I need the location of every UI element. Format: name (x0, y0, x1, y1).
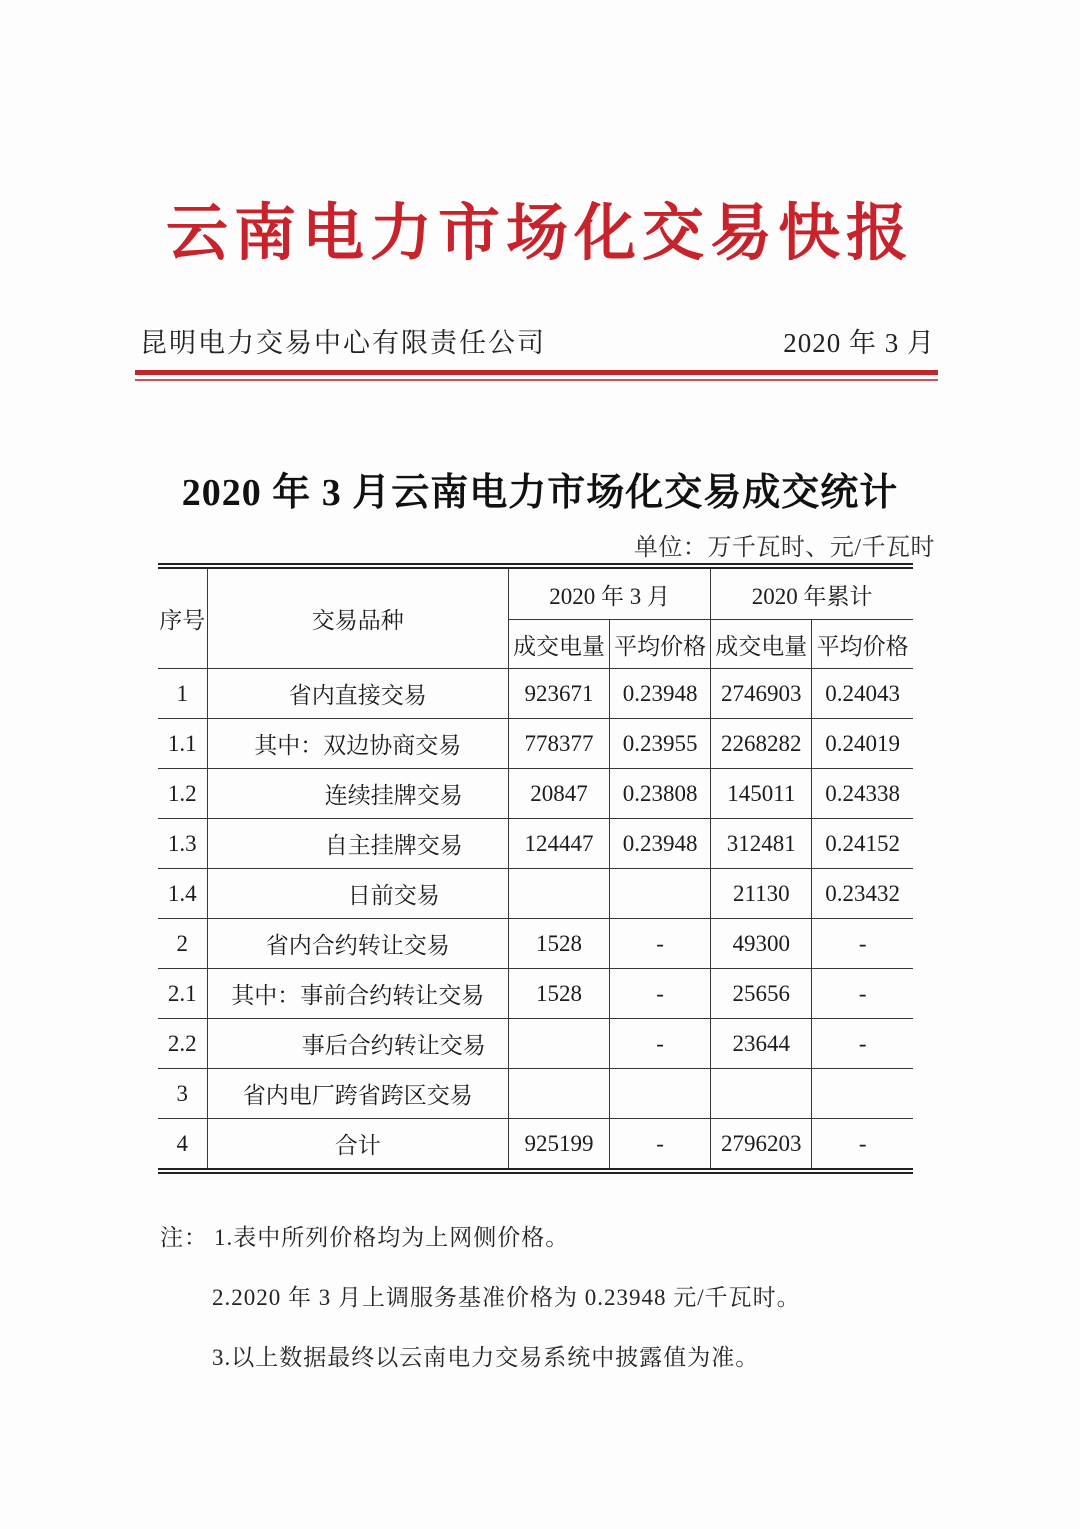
variety-cell: 连续挂牌交易 (207, 769, 508, 819)
ytd-volume-cell: 49300 (711, 919, 812, 969)
red-rule-divider (135, 370, 938, 381)
month-volume-cell: 923671 (508, 669, 609, 719)
ytd-volume-cell: 25656 (711, 969, 812, 1019)
table-row (158, 669, 913, 719)
report-title: 2020 年 3 月云南电力市场化交易成交统计 (181, 472, 899, 514)
seq-cell: 1.1 (158, 719, 207, 769)
note-line (160, 1339, 960, 1372)
variety-cell: 自主挂牌交易 (207, 819, 508, 869)
ytd-volume-cell: 23644 (711, 1019, 812, 1069)
notes-label: 注： (160, 1225, 208, 1250)
ytd-price-cell: 0.23432 (812, 869, 913, 919)
variety-cell: 省内电厂跨省跨区交易 (207, 1069, 508, 1119)
month-price-cell: 0.23808 (610, 769, 711, 819)
seq-cell: 1.4 (158, 869, 207, 919)
red-rule-thin-line (135, 379, 938, 381)
stats-table-wrap (158, 563, 913, 1174)
month-price-cell: - (610, 1019, 711, 1069)
table-row (158, 819, 913, 869)
variety-cell: 省内合约转让交易 (207, 919, 508, 969)
table-row (158, 1069, 913, 1119)
notes-section (160, 1219, 960, 1399)
ytd-volume-cell: 145011 (711, 769, 812, 819)
red-rule-thick-line (135, 370, 938, 375)
note-item: 3.以上数据最终以云南电力交易系统中披露值为准。 (212, 1345, 760, 1370)
table-row (158, 969, 913, 1019)
table-row (158, 869, 913, 919)
ytd-price-cell: - (812, 1119, 913, 1169)
ytd-price-cell: - (812, 1019, 913, 1069)
ytd-volume-cell: 21130 (711, 869, 812, 919)
byline (140, 321, 935, 360)
month-price-header: 平均价格 (610, 620, 711, 669)
col-seq-header: 序号 (158, 569, 207, 669)
month-volume-cell: 20847 (508, 769, 609, 819)
ytd-price-cell: - (812, 919, 913, 969)
ytd-price-header: 平均价格 (812, 620, 913, 669)
seq-cell: 3 (158, 1069, 207, 1119)
month-price-cell: - (610, 1119, 711, 1169)
month-volume-cell: 1528 (508, 969, 609, 1019)
table-row (158, 1019, 913, 1069)
ytd-price-cell (812, 1069, 913, 1119)
ytd-price-cell: 0.24043 (812, 669, 913, 719)
month-volume-cell: 1528 (508, 919, 609, 969)
month-group-header: 2020 年 3 月 (508, 569, 710, 620)
variety-cell: 事后合约转让交易 (207, 1019, 508, 1069)
month-volume-cell (508, 869, 609, 919)
month-volume-cell (508, 1019, 609, 1069)
note-item: 1.表中所列价格均为上网侧价格。 (214, 1225, 570, 1250)
month-volume-cell: 778377 (508, 719, 609, 769)
table-row-total (158, 1119, 913, 1169)
month-volume-header: 成交电量 (508, 620, 609, 669)
table-row (158, 769, 913, 819)
table-row (158, 719, 913, 769)
ytd-volume-cell: 312481 (711, 819, 812, 869)
variety-cell: 合计 (207, 1119, 508, 1169)
variety-cell: 省内直接交易 (207, 669, 508, 719)
ytd-price-cell: 0.24152 (812, 819, 913, 869)
month-price-cell: 0.23948 (610, 669, 711, 719)
seq-cell: 2.1 (158, 969, 207, 1019)
month-price-cell: 0.23955 (610, 719, 711, 769)
variety-cell: 其中：事前合约转让交易 (207, 969, 508, 1019)
col-variety-header: 交易品种 (207, 569, 508, 669)
seq-cell: 1 (158, 669, 207, 719)
note-item: 2.2020 年 3 月上调服务基准价格为 0.23948 元/千瓦时。 (212, 1285, 801, 1310)
month-volume-cell (508, 1069, 609, 1119)
month-price-cell: 0.23948 (610, 819, 711, 869)
ytd-volume-cell: 2796203 (711, 1119, 812, 1169)
seq-cell: 1.3 (158, 819, 207, 869)
stats-table (158, 569, 913, 1168)
ytd-volume-cell: 2268282 (711, 719, 812, 769)
month-volume-cell: 124447 (508, 819, 609, 869)
note-line (160, 1279, 960, 1312)
seq-cell: 2 (158, 919, 207, 969)
note-line (160, 1219, 960, 1252)
seq-cell: 1.2 (158, 769, 207, 819)
ytd-volume-cell: 2746903 (711, 669, 812, 719)
doc-title: 云南电力市场化交易快报 (165, 200, 914, 268)
month-price-cell (610, 869, 711, 919)
seq-cell: 4 (158, 1119, 207, 1169)
table-row (158, 919, 913, 969)
unit-note: 单位：万千瓦时、元/千瓦时 (633, 535, 935, 561)
ytd-volume-header: 成交电量 (711, 620, 812, 669)
ytd-price-cell: 0.24338 (812, 769, 913, 819)
org-name: 昆明电力交易中心有限责任公司 (140, 328, 546, 358)
seq-cell: 2.2 (158, 1019, 207, 1069)
ytd-volume-cell (711, 1069, 812, 1119)
month-volume-cell: 925199 (508, 1119, 609, 1169)
variety-cell: 日前交易 (207, 869, 508, 919)
header-group-row (158, 569, 913, 620)
ytd-price-cell: - (812, 969, 913, 1019)
ytd-price-cell: 0.24019 (812, 719, 913, 769)
month-price-cell: - (610, 919, 711, 969)
month-price-cell (610, 1069, 711, 1119)
ytd-group-header: 2020 年累计 (711, 569, 913, 620)
month-price-cell: - (610, 969, 711, 1019)
issue-date: 2020 年 3 月 (783, 328, 935, 358)
variety-cell: 其中：双边协商交易 (207, 719, 508, 769)
